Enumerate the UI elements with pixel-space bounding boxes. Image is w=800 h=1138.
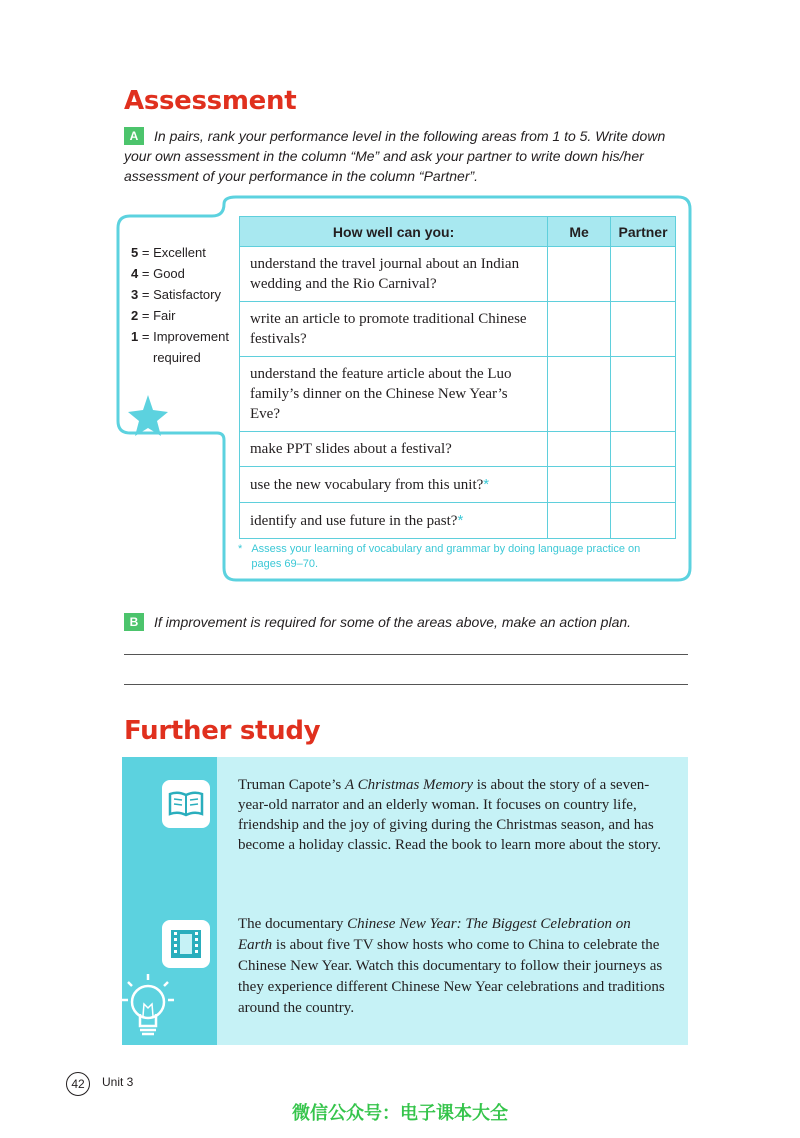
me-rating-cell[interactable] bbox=[548, 247, 611, 302]
star-icon bbox=[128, 395, 168, 436]
assessment-heading: Assessment bbox=[124, 86, 297, 116]
table-row bbox=[240, 247, 676, 302]
film-recommendation: The documentary Chinese New Year: The Biggest Celebration on Earth is about five TV show hosts who come to China to celebrate the Chinese New Year. Watch this documentary to follow their journeys as they experience different Chinese New Year celebrations and traditions around the country. bbox=[238, 916, 665, 1016]
scale-item: 3 = Satisfactory bbox=[131, 287, 221, 302]
rating-scale bbox=[131, 242, 229, 368]
book-icon bbox=[160, 778, 212, 830]
skill-cell: use the new vocabulary from this unit?* bbox=[240, 467, 548, 503]
skill-cell: make PPT slides about a festival? bbox=[240, 432, 548, 467]
me-rating-cell[interactable] bbox=[548, 467, 611, 503]
partner-rating-cell[interactable] bbox=[611, 247, 676, 302]
partner-rating-cell[interactable] bbox=[611, 302, 676, 357]
part-a-tag: A bbox=[124, 127, 144, 145]
column-header-skill: How well can you: bbox=[240, 217, 548, 247]
table-row bbox=[240, 503, 676, 539]
part-b-instruction: If improvement is required for some of the areas above, make an action plan. bbox=[154, 614, 632, 630]
scale-item: 4 = Good bbox=[131, 266, 185, 281]
me-rating-cell[interactable] bbox=[548, 503, 611, 539]
me-rating-cell[interactable] bbox=[548, 357, 611, 432]
me-rating-cell[interactable] bbox=[548, 432, 611, 467]
scale-item: 1 = Improvement bbox=[131, 329, 229, 344]
further-study-heading: Further study bbox=[124, 716, 321, 746]
scale-item: 2 = Fair bbox=[131, 308, 176, 323]
page-number: 42 bbox=[66, 1072, 90, 1096]
watermark: 微信公众号：电子课本大全 bbox=[292, 1103, 508, 1124]
lightbulb-icon bbox=[120, 970, 180, 1046]
book-recommendation: Truman Capote’s A Christmas Memory is about the story of a seven-year-old narrator and an elderly woman. It focuses on country life, friendship and the joy of giving during the Christmas season, and has become a holiday classic. Read the book to learn more about the story. bbox=[238, 777, 662, 853]
table-row bbox=[240, 467, 676, 503]
partner-rating-cell[interactable] bbox=[611, 357, 676, 432]
skill-cell: write an article to promote traditional Chinese festivals? bbox=[240, 302, 548, 357]
partner-rating-cell[interactable] bbox=[611, 503, 676, 539]
scale-item-continuation: required bbox=[153, 350, 201, 365]
column-header-partner: Partner bbox=[611, 217, 676, 247]
me-rating-cell[interactable] bbox=[548, 302, 611, 357]
skill-cell: understand the travel journal about an Indian wedding and the Rio Carnival? bbox=[240, 247, 548, 302]
assessment-table bbox=[239, 216, 676, 539]
footnote: * Assess your learning of vocabulary and grammar by doing language practice on pages 69–70. bbox=[238, 543, 641, 570]
part-a-instruction: In pairs, rank your performance level in the following areas from 1 to 5. Write down your own assessment in the column “Me” and ask your partner to write down his/her assessment of your performance in the column “Partner”. bbox=[124, 128, 666, 184]
partner-rating-cell[interactable] bbox=[611, 467, 676, 503]
scale-item: 5 = Excellent bbox=[131, 245, 206, 260]
table-row bbox=[240, 432, 676, 467]
writing-line[interactable] bbox=[124, 684, 688, 685]
table-row bbox=[240, 302, 676, 357]
writing-line[interactable] bbox=[124, 654, 688, 655]
skill-cell: understand the feature article about the Luo family’s dinner on the Chinese New Year’s Eve? bbox=[240, 357, 548, 432]
film-icon bbox=[160, 918, 212, 970]
table-row bbox=[240, 357, 676, 432]
column-header-me: Me bbox=[548, 217, 611, 247]
partner-rating-cell[interactable] bbox=[611, 432, 676, 467]
skill-cell: identify and use future in the past?* bbox=[240, 503, 548, 539]
part-b-tag: B bbox=[124, 613, 144, 631]
unit-label: Unit 3 bbox=[102, 1075, 134, 1089]
